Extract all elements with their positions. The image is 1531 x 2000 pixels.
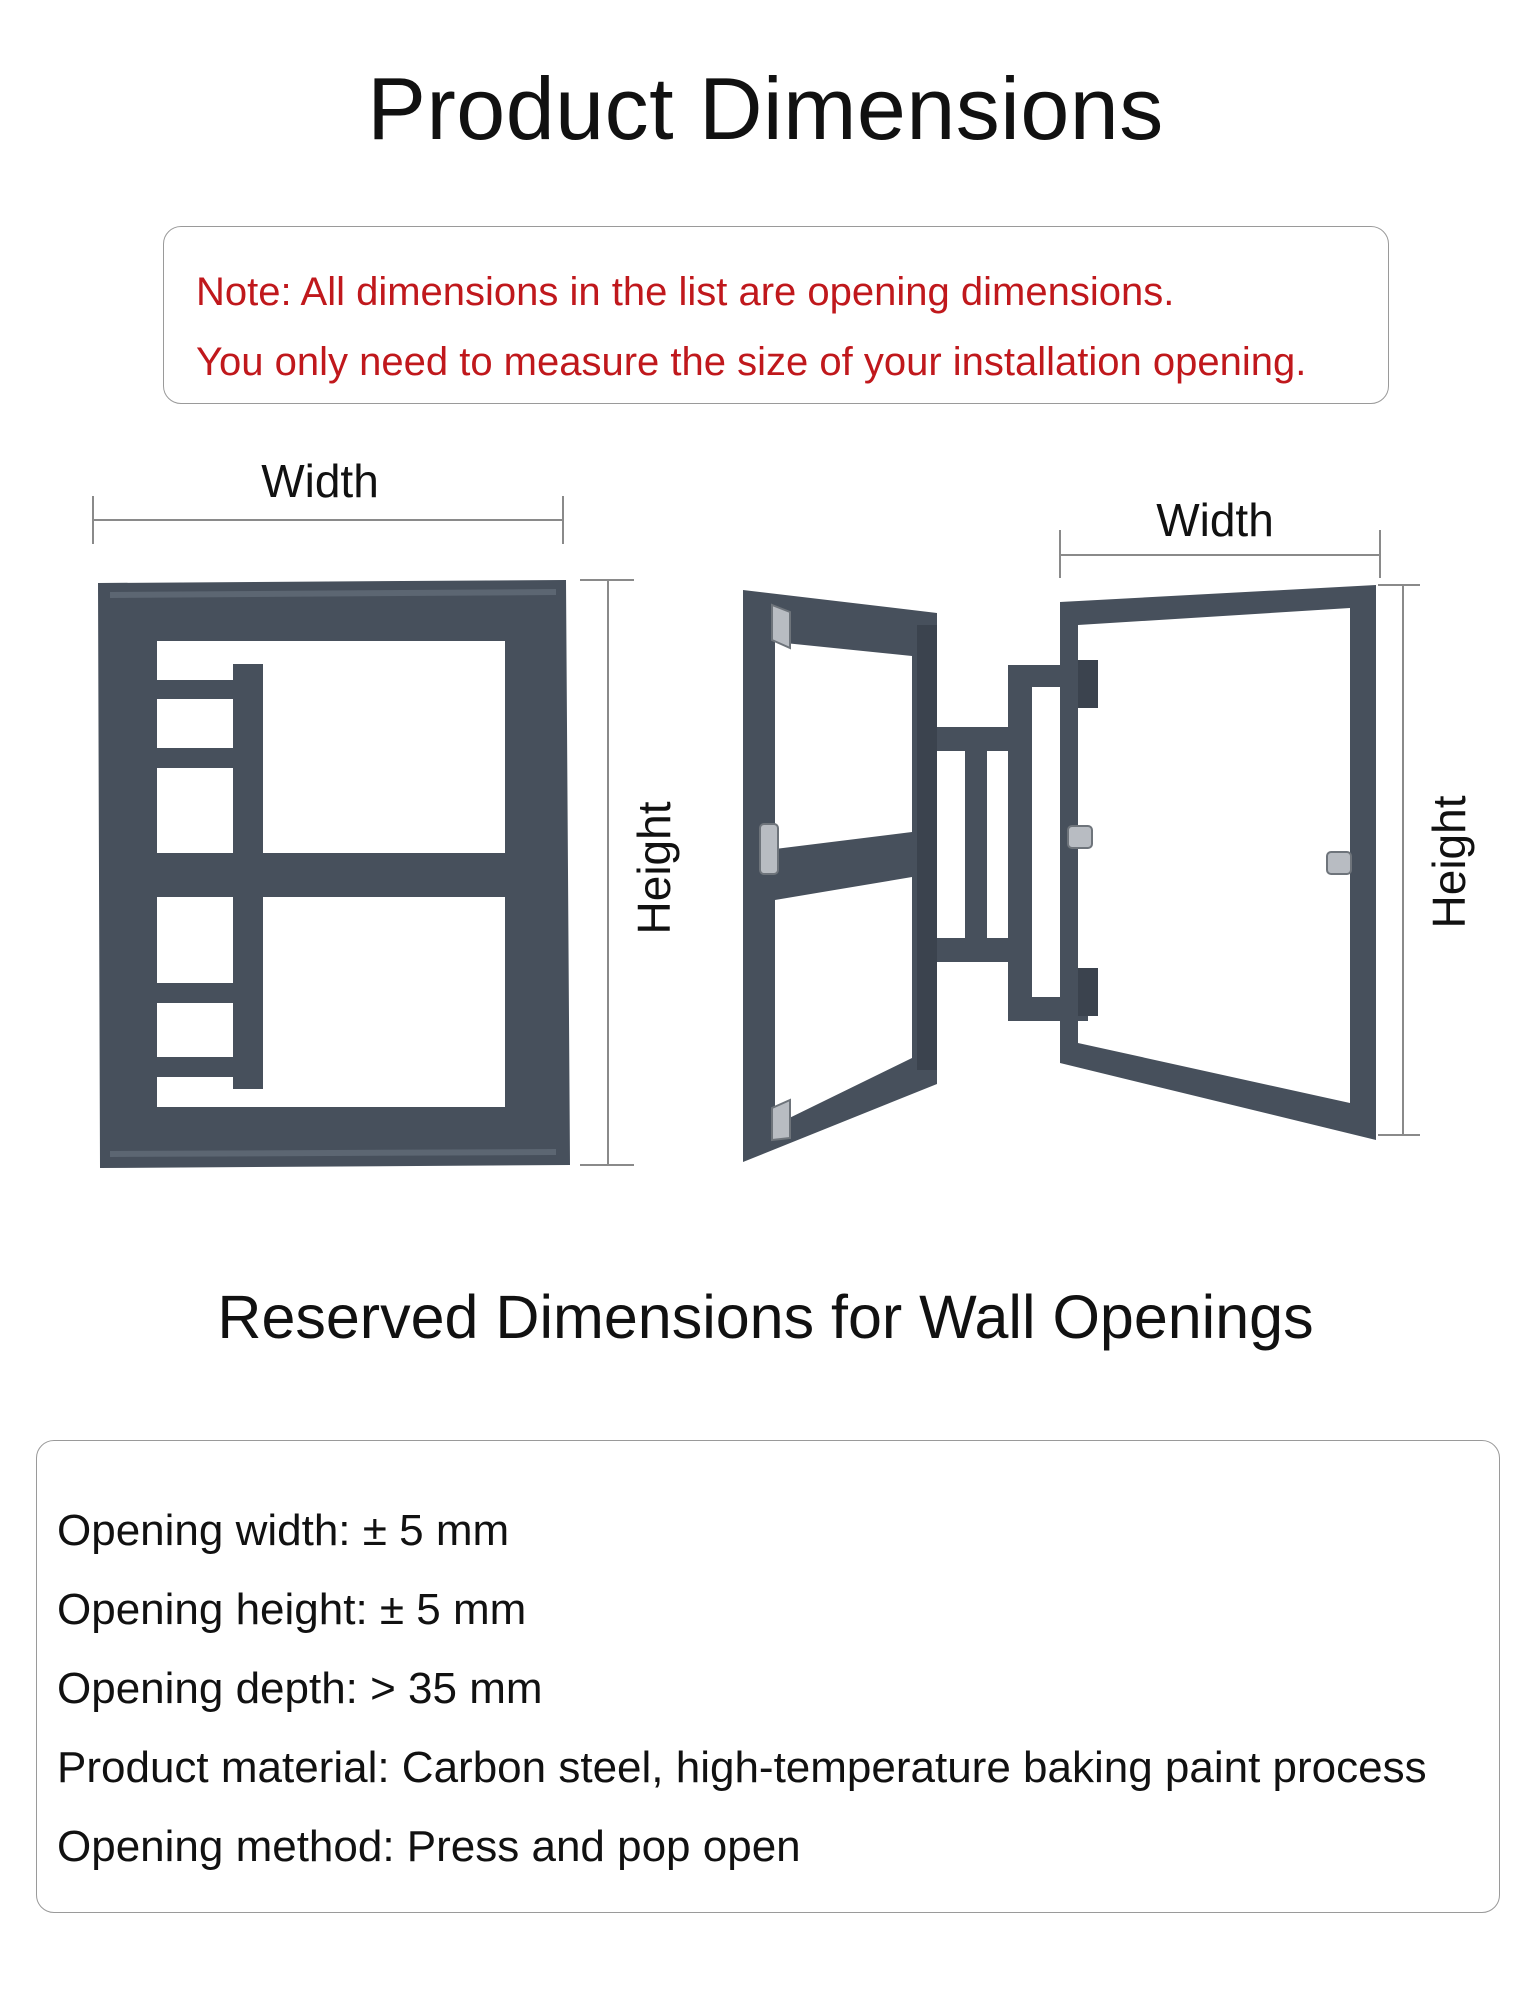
spec-opening-method: Opening method: Press and pop open [57,1822,801,1871]
open-height-label: Height [1423,795,1475,929]
spec-box [36,1440,1500,1913]
open-door-leaf [743,590,937,1162]
spec-opening-depth: Opening depth: > 35 mm [57,1664,543,1713]
note-line-1: Note: All dimensions in the list are opening dimensions. [196,270,1175,314]
open-width-label: Width [1156,494,1274,546]
spec-opening-height: Opening height: ± 5 mm [57,1585,527,1634]
closed-panel-frame [98,580,570,1168]
note-box [163,226,1389,404]
page-title: Product Dimensions [367,59,1164,158]
closed-access-panel [93,455,680,1168]
open-height-dimension-line [1378,585,1420,1135]
section-subtitle: Reserved Dimensions for Wall Openings [217,1283,1314,1351]
note-line-2: You only need to measure the size of your installation opening. [196,340,1307,384]
spec-product-material: Product material: Carbon steel, high-temperature baking paint process [57,1743,1427,1792]
open-access-panel [743,494,1475,1162]
spec-opening-width: Opening width: ± 5 mm [57,1506,510,1555]
closed-height-dimension-line [580,580,634,1165]
dimension-illustration [0,420,1531,1220]
closed-width-label: Width [261,455,379,507]
closed-height-label: Height [628,801,680,935]
